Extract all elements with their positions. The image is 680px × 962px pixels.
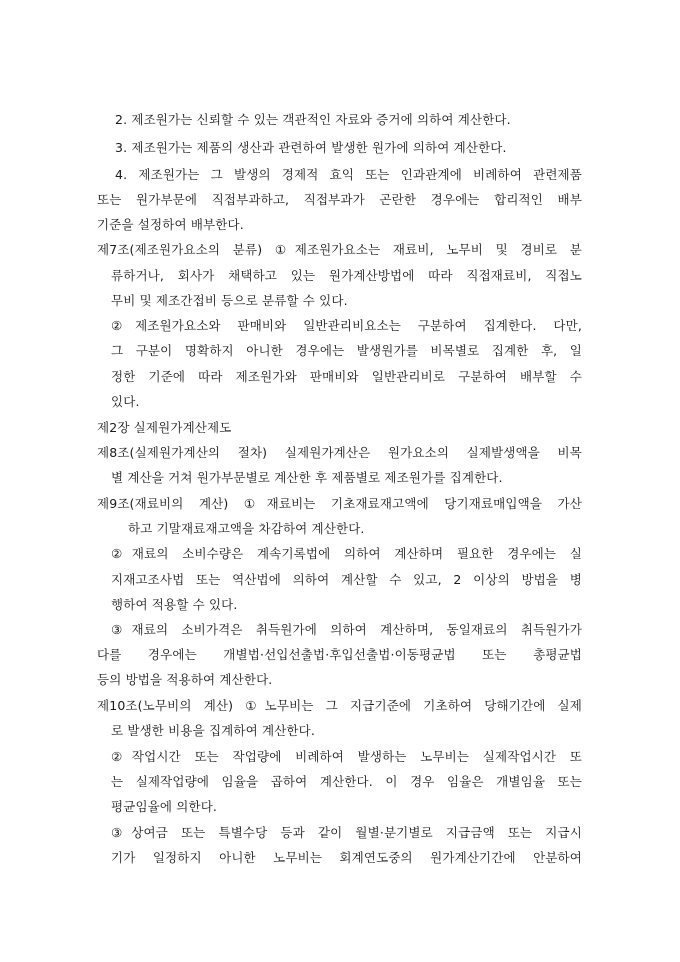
text-line: 기준을 설정하여 배부한다. xyxy=(97,217,244,232)
text-line: 로 발생한 비용을 집계하여 계산한다. xyxy=(111,723,315,738)
text-line: ③상여금 또는 특별수당 등과 같이 월별·분기별로 지급금액 또는 지급시 xyxy=(111,825,582,840)
text-line: ②제조원가요소와 판매비와 일반관리비요소는 구분하여 집계한다. 다만, xyxy=(111,318,582,333)
text-line: 하고 기말재료재고액을 차감하여 계산한다. xyxy=(128,521,365,536)
text-line: 2. 제조원가는 신뢰할 수 있는 객관적인 자료와 증거에 의하여 계산한다. xyxy=(115,112,511,127)
article-heading: 제9조(재료비의 계산) ①재료비는 기초재료재고액에 당기재료매입액을 가산 xyxy=(97,496,582,511)
text-line: 평균임율에 의한다. xyxy=(111,799,218,814)
text-line: 또는 원가부문에 직접부과하고, 직접부과가 곤란한 경우에는 합리적인 배부 xyxy=(97,192,582,207)
text-line: 별 계산을 거쳐 원가부문별로 계산한 후 제품별로 제조원가를 집계한다. xyxy=(111,470,503,485)
text-line: ③재료의 소비가격은 취득원가에 의하여 계산하며, 동일재료의 취득원가가 xyxy=(111,622,582,637)
text-line: 있다. xyxy=(111,394,140,409)
text-line: 행하여 적용할 수 있다. xyxy=(111,597,238,612)
text-line: 다를 경우에는 개별법·선입선출법·후입선출법·이동평균법 또는 총평균법 xyxy=(97,647,582,662)
text-line: 3. 제조원가는 제품의 생산과 관련하여 발생한 원가에 의하여 계산한다. xyxy=(115,140,507,155)
text-line: 무비 및 제조간접비 등으로 분류할 수 있다. xyxy=(111,293,348,308)
text-line: 4. 제조원가는 그 발생의 경제적 효익 또는 인과관계에 비례하여 관련제품 xyxy=(115,167,582,182)
article-heading: 제10조(노무비의 계산) ①노무비는 그 지급기준에 기초하여 당해기간에 실제 xyxy=(97,698,582,713)
text-line: 지재고조사법 또는 역산법에 의하여 계산할 수 있고, 2 이상의 방법을 병 xyxy=(111,572,582,587)
text-line: 류하거나, 회사가 채택하고 있는 원가계산방법에 따라 직접재료비, 직접노 xyxy=(111,268,582,283)
text-line: ②재료의 소비수량은 계속기록법에 의하여 계산하며 필요한 경우에는 실 xyxy=(111,546,582,561)
text-line: 등의 방법을 적용하여 계산한다. xyxy=(97,672,273,687)
chapter-heading: 제2장 실제원가계산제도 xyxy=(97,420,232,435)
article-heading: 제7조(제조원가요소의 분류) ①제조원가요소는 재료비, 노무비 및 경비로 분 xyxy=(97,242,582,257)
text-line: 는 실제작업량에 임율을 곱하여 계산한다. 이 경우 임율은 개별임율 또는 xyxy=(111,774,582,789)
article-heading: 제8조(실제원가계산의 절차) 실제원가계산은 원가요소의 실제발생액을 비목 xyxy=(97,445,582,460)
text-line: 정한 기준에 따라 제조원가와 판매비와 일반관리비로 구분하여 배부할 수 xyxy=(111,369,582,384)
text-line: 기가 일정하지 아니한 노무비는 회계연도중의 원가계산기간에 안분하여 xyxy=(111,850,582,865)
text-line: 그 구분이 명확하지 아니한 경우에는 발생원가를 비목별로 집계한 후, 일 xyxy=(111,343,582,358)
text-line: ②작업시간 또는 작업량에 비례하여 발생하는 노무비는 실제작업시간 또 xyxy=(111,749,582,764)
